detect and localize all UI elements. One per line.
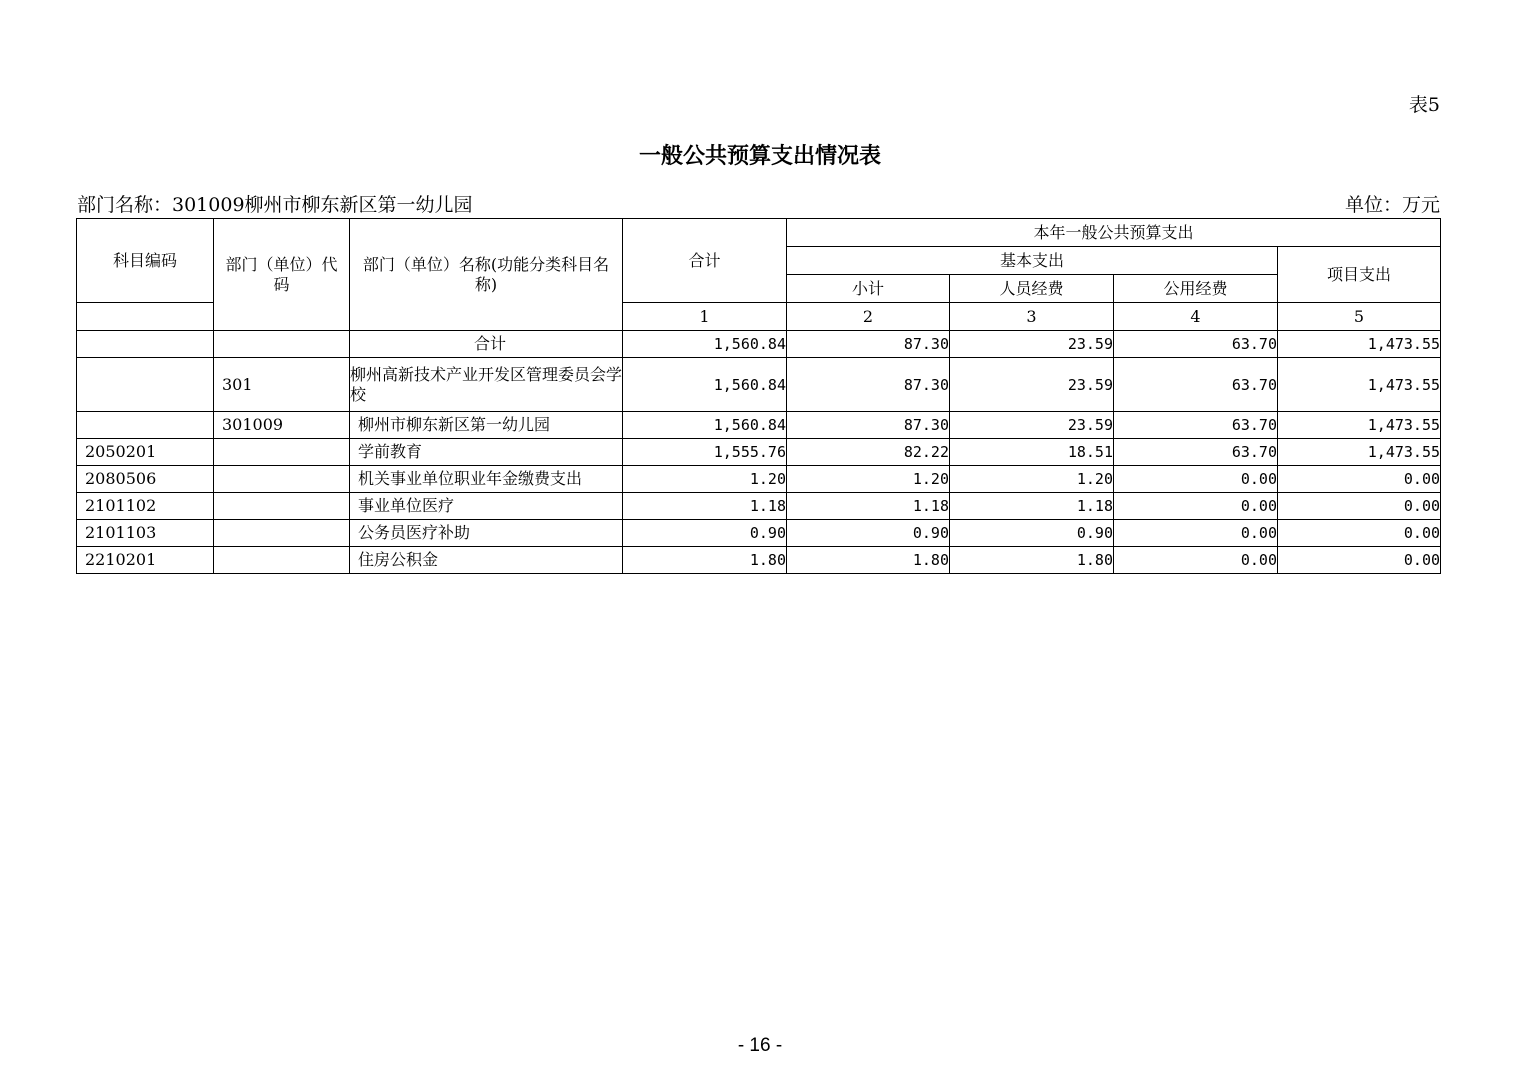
personnel-value: 23.59 [950, 331, 1114, 358]
header-index: 3 [950, 303, 1114, 331]
table-row [77, 439, 1441, 466]
header-index: 4 [1114, 303, 1278, 331]
unit-label: 单位：万元 [1344, 194, 1440, 216]
dept-name: 事业单位医疗 [350, 493, 623, 520]
table-row [77, 331, 1441, 358]
page-number: - 16 - [737, 1035, 783, 1056]
public-value: 63.70 [1114, 358, 1278, 412]
dept-name: 柳州市柳东新区第一幼儿园 [350, 412, 623, 439]
total-value: 1,560.84 [623, 331, 787, 358]
subtotal-value: 1.20 [787, 466, 950, 493]
dept-name: 住房公积金 [350, 547, 623, 574]
table-number: 表5 [1408, 94, 1440, 116]
project-value: 0.00 [1278, 466, 1441, 493]
subtotal-value: 87.30 [787, 358, 950, 412]
dept-code [214, 466, 350, 493]
header-public: 公用经费 [1114, 275, 1278, 303]
header-personnel: 人员经费 [950, 275, 1114, 303]
header-subject-code: 科目编码 [77, 219, 214, 303]
table-row [77, 466, 1441, 493]
public-value: 0.00 [1114, 520, 1278, 547]
subtotal-value: 0.90 [787, 520, 950, 547]
total-value: 1.20 [623, 466, 787, 493]
public-value: 0.00 [1114, 493, 1278, 520]
dept-code [214, 520, 350, 547]
dept-code [214, 547, 350, 574]
dept-code [214, 493, 350, 520]
table-row [77, 358, 1441, 412]
total-value: 1.80 [623, 547, 787, 574]
dept-name: 学前教育 [350, 439, 623, 466]
header-current-year: 本年一般公共预算支出 [787, 219, 1441, 247]
dept-code [214, 331, 350, 358]
subject-code [77, 358, 214, 412]
subtotal-value: 1.18 [787, 493, 950, 520]
total-value: 1,560.84 [623, 412, 787, 439]
dept-name: 合计 [350, 331, 623, 358]
subtotal-value: 87.30 [787, 331, 950, 358]
subject-code: 2080506 [77, 466, 214, 493]
budget-table [76, 218, 1441, 574]
subject-code: 2101103 [77, 520, 214, 547]
public-value: 63.70 [1114, 412, 1278, 439]
project-value: 0.00 [1278, 547, 1441, 574]
subject-code [77, 331, 214, 358]
project-value: 1,473.55 [1278, 439, 1441, 466]
personnel-value: 23.59 [950, 412, 1114, 439]
public-value: 0.00 [1114, 466, 1278, 493]
dept-code: 301 [214, 358, 350, 412]
subject-code: 2101102 [77, 493, 214, 520]
total-value: 1,555.76 [623, 439, 787, 466]
dept-code: 301009 [214, 412, 350, 439]
department-label: 部门名称：301009柳州市柳东新区第一幼儿园 [77, 194, 473, 216]
page-title: 一般公共预算支出情况表 [638, 143, 881, 169]
dept-name: 机关事业单位职业年金缴费支出 [350, 466, 623, 493]
table-row [77, 547, 1441, 574]
table-row [77, 412, 1441, 439]
project-value: 1,473.55 [1278, 358, 1441, 412]
header-basic: 基本支出 [787, 247, 1278, 275]
header-index-blank [77, 303, 214, 331]
subtotal-value: 82.22 [787, 439, 950, 466]
project-value: 0.00 [1278, 493, 1441, 520]
public-value: 63.70 [1114, 439, 1278, 466]
personnel-value: 1.20 [950, 466, 1114, 493]
header-total: 合计 [623, 219, 787, 303]
header-subtotal: 小计 [787, 275, 950, 303]
personnel-value: 1.80 [950, 547, 1114, 574]
personnel-value: 1.18 [950, 493, 1114, 520]
dept-code [214, 439, 350, 466]
project-value: 0.00 [1278, 520, 1441, 547]
table-row [77, 493, 1441, 520]
total-value: 1.18 [623, 493, 787, 520]
header-dept-code: 部门（单位）代码 [214, 219, 350, 331]
public-value: 0.00 [1114, 547, 1278, 574]
personnel-value: 18.51 [950, 439, 1114, 466]
header-index: 2 [787, 303, 950, 331]
total-value: 1,560.84 [623, 358, 787, 412]
header-project: 项目支出 [1278, 247, 1441, 303]
header-index: 5 [1278, 303, 1441, 331]
dept-name: 柳州高新技术产业开发区管理委员会学校 [350, 358, 623, 412]
table-row [77, 520, 1441, 547]
subtotal-value: 87.30 [787, 412, 950, 439]
project-value: 1,473.55 [1278, 331, 1441, 358]
subject-code: 2210201 [77, 547, 214, 574]
subject-code: 2050201 [77, 439, 214, 466]
public-value: 63.70 [1114, 331, 1278, 358]
dept-name: 公务员医疗补助 [350, 520, 623, 547]
project-value: 1,473.55 [1278, 412, 1441, 439]
header-index: 1 [623, 303, 787, 331]
personnel-value: 0.90 [950, 520, 1114, 547]
total-value: 0.90 [623, 520, 787, 547]
subject-code [77, 412, 214, 439]
personnel-value: 23.59 [950, 358, 1114, 412]
subtotal-value: 1.80 [787, 547, 950, 574]
header-dept-name: 部门（单位）名称(功能分类科目名称) [350, 219, 623, 331]
